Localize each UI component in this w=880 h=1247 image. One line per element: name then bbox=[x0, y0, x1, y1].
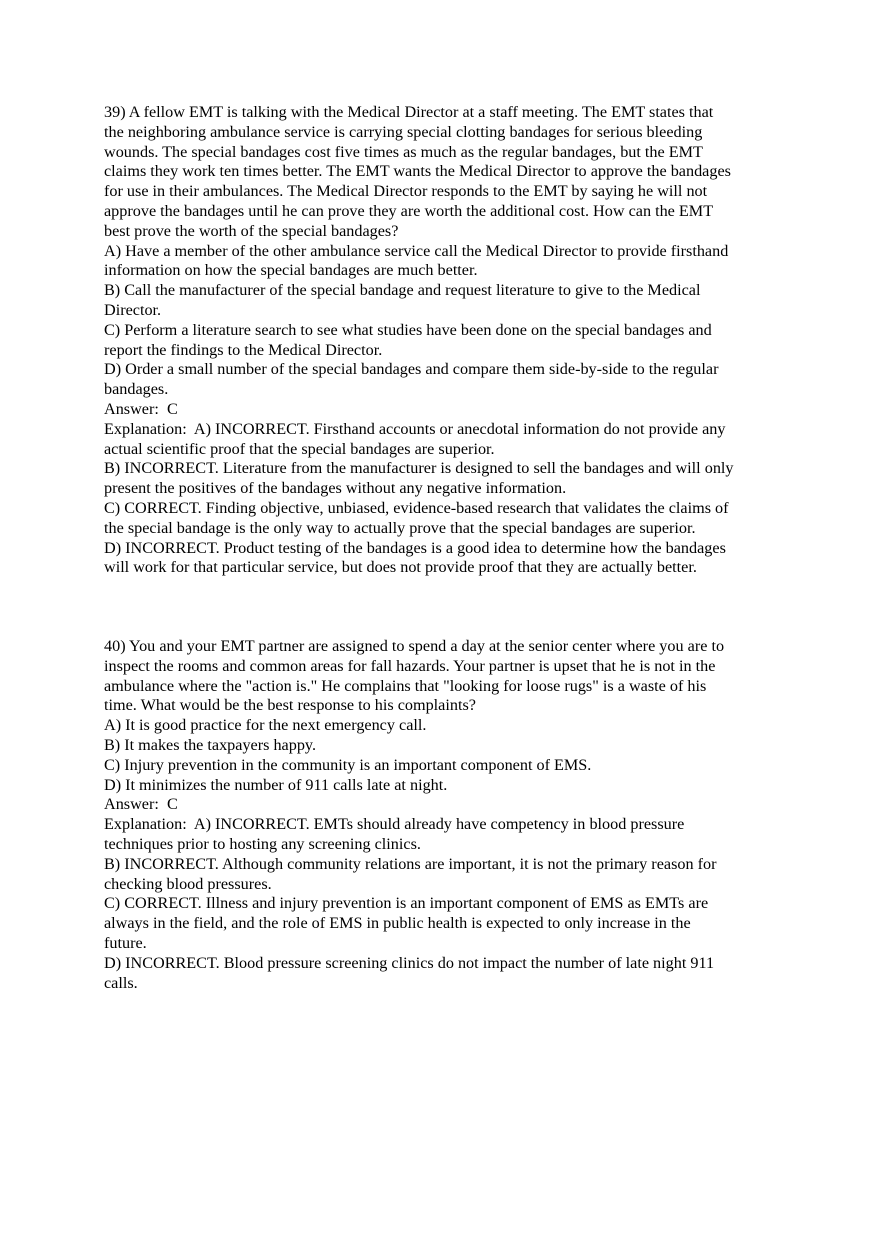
question-40-line: B) INCORRECT. Although community relations are important, it is not the primary reason for bbox=[104, 854, 717, 873]
question-39-line: wounds. The special bandages cost five times as much as the regular bandages, but the EMT bbox=[104, 142, 703, 161]
question-40-line: calls. bbox=[104, 973, 138, 992]
question-39 bbox=[104, 103, 784, 578]
question-40-line: ambulance where the "action is." He complains that "looking for loose rugs" is a waste of his bbox=[104, 676, 707, 695]
question-40-line: B) It makes the taxpayers happy. bbox=[104, 735, 317, 754]
question-40-line: Answer: C bbox=[104, 795, 178, 814]
question-40-line: time. What would be the best response to his complaints? bbox=[104, 696, 476, 715]
question-39-line: C) Perform a literature search to see what studies have been done on the special bandages and bbox=[104, 320, 712, 339]
question-39-line: present the positives of the bandages without any negative information. bbox=[104, 479, 567, 498]
question-40-line: C) Injury prevention in the community is an important component of EMS. bbox=[104, 755, 592, 774]
question-40-line: checking blood pressures. bbox=[104, 874, 272, 893]
question-39-line: D) Order a small number of the special bandages and compare them side-by-side to the regular bbox=[104, 360, 719, 379]
question-39-line: A) Have a member of the other ambulance service call the Medical Director to provide firsthand bbox=[104, 241, 729, 260]
question-39-line: B) INCORRECT. Literature from the manufacturer is designed to sell the bandages and will only bbox=[104, 459, 734, 478]
question-39-line: Explanation: A) INCORRECT. Firsthand accounts or anecdotal information do not provide any bbox=[104, 419, 726, 438]
question-40 bbox=[104, 637, 784, 993]
question-39-line: the neighboring ambulance service is carrying special clotting bandages for serious bleeding bbox=[104, 122, 703, 141]
question-39-line: best prove the worth of the special bandages? bbox=[104, 221, 399, 240]
question-40-line: always in the field, and the role of EMS in public health is expected to only increase in the bbox=[104, 914, 691, 933]
question-40-line: D) It minimizes the number of 911 calls late at night. bbox=[104, 775, 448, 794]
question-39-line: Answer: C bbox=[104, 399, 178, 418]
question-40-line: Explanation: A) INCORRECT. EMTs should already have competency in blood pressure bbox=[104, 815, 685, 834]
question-40-line: A) It is good practice for the next emergency call. bbox=[104, 716, 427, 735]
question-39-line: C) CORRECT. Finding objective, unbiased, evidence-based research that validates the claims of bbox=[104, 498, 729, 517]
question-39-line: will work for that particular service, but does not provide proof that they are actually better. bbox=[104, 558, 697, 577]
question-39-line: 39) A fellow EMT is talking with the Medical Director at a staff meeting. The EMT states that bbox=[104, 103, 714, 121]
question-39-line: actual scientific proof that the special bandages are superior. bbox=[104, 439, 495, 458]
question-39-line: Director. bbox=[104, 300, 162, 319]
question-39-line: the special bandage is the only way to actually prove that the special bandages are superior. bbox=[104, 518, 696, 537]
question-40-line: 40) You and your EMT partner are assigned to spend a day at the senior center where you are to bbox=[104, 637, 725, 655]
question-40-line: D) INCORRECT. Blood pressure screening clinics do not impact the number of late night 911 bbox=[104, 953, 715, 972]
question-40-line: future. bbox=[104, 933, 147, 952]
question-39-line: for use in their ambulances. The Medical Director responds to the EMT by saying he will not bbox=[104, 182, 708, 201]
question-39-line: D) INCORRECT. Product testing of the bandages is a good idea to determine how the bandages bbox=[104, 538, 726, 557]
question-39-line: bandages. bbox=[104, 380, 169, 399]
question-40-line: techniques prior to hosting any screening clinics. bbox=[104, 834, 421, 853]
question-39-line: B) Call the manufacturer of the special bandage and request literature to give to the Medical bbox=[104, 281, 701, 300]
question-40-line: inspect the rooms and common areas for fall hazards. Your partner is upset that he is not in the bbox=[104, 656, 716, 675]
question-39-line: information on how the special bandages are much better. bbox=[104, 261, 478, 280]
question-39-line: approve the bandages until he can prove they are worth the additional cost. How can the EMT bbox=[104, 201, 714, 220]
question-39-line: claims they work ten times better. The EMT wants the Medical Director to approve the bandages bbox=[104, 162, 731, 181]
question-40-line: C) CORRECT. Illness and injury prevention is an important component of EMS as EMTs are bbox=[104, 894, 709, 913]
question-39-line: report the findings to the Medical Director. bbox=[104, 340, 383, 359]
